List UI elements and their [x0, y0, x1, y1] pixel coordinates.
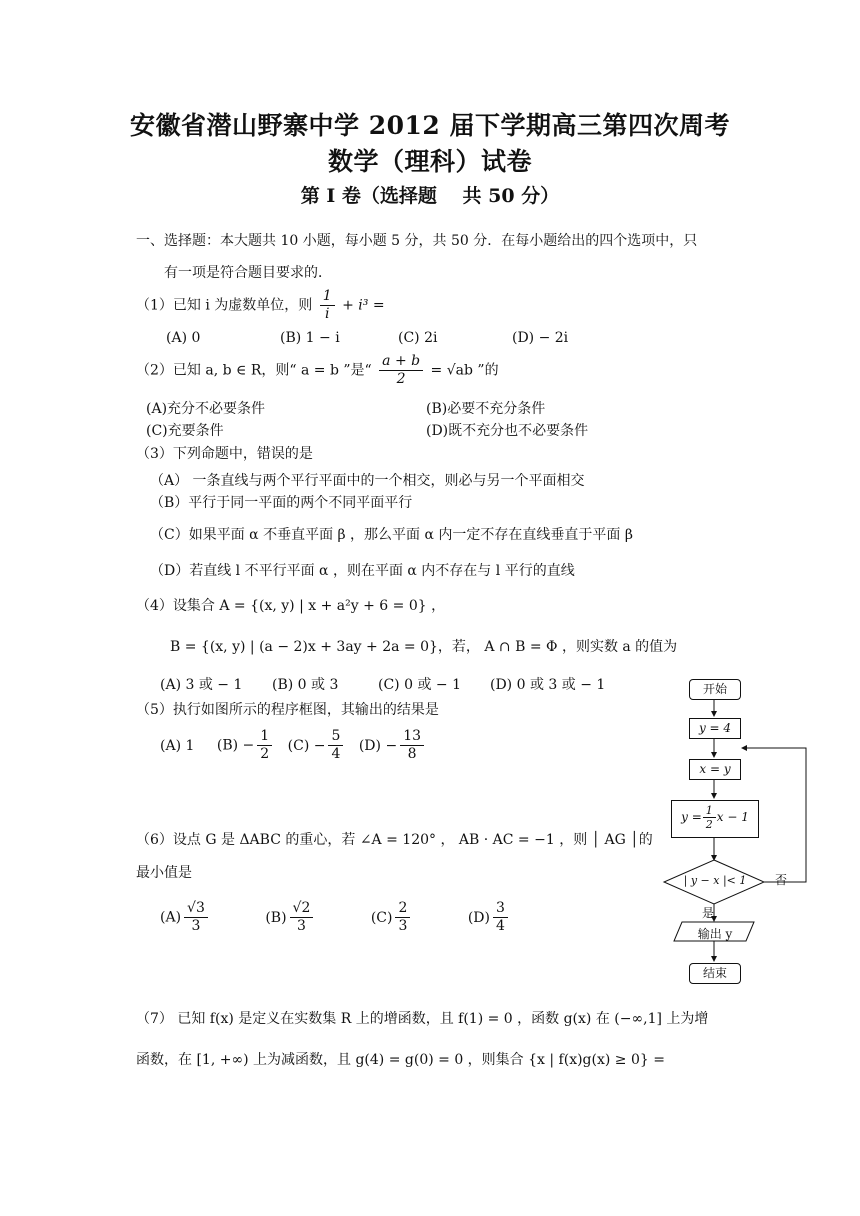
- q5-d-den: 8: [407, 746, 417, 762]
- q5-options: [160, 728, 427, 763]
- q1-frac-den: i: [324, 306, 330, 322]
- q2-stem-b: = √ab ”的: [430, 362, 499, 379]
- q3-option-b: （B）平行于同一平面的两个不同平面平行: [150, 495, 413, 511]
- q1-expr-rest: + i³ =: [342, 297, 385, 314]
- q5-c-den: 4: [331, 746, 341, 762]
- q1-option-b: (B) 1 − i: [280, 330, 340, 346]
- flowchart-condition: | y − x |< 1: [683, 874, 747, 887]
- q1-stem: [136, 288, 385, 323]
- q6-a-den: 3: [191, 918, 201, 934]
- q5-stem: （5）执行如图所示的程序框图，其输出的结果是: [136, 702, 439, 718]
- q6-b-num: √2: [290, 900, 314, 918]
- q5-option-c-fraction: [328, 728, 343, 763]
- q6-b-den: 3: [297, 918, 306, 934]
- q2-option-b: (B)必要不充分条件: [426, 401, 546, 417]
- flowchart-update-fraction: [703, 804, 716, 831]
- q5-option-a: (A) 1: [160, 737, 195, 754]
- q6-option-b-fraction: [290, 900, 314, 935]
- q6-option-b-label: (B): [265, 909, 287, 926]
- q4-stem-b: B = {(x, y) | (a − 2)x + 3ay + 2a = 0}，若， A ∩ B = Φ ，则实数 a 的值为: [170, 639, 678, 655]
- flowchart-end: 结束: [689, 963, 741, 984]
- q2-stem-a: （2）已知 a, b ∈ R，则“ a = b ”是“: [136, 362, 372, 379]
- q5-b-num: 1: [257, 728, 272, 746]
- q4-option-b: (B) 0 或 3: [272, 677, 339, 693]
- instruction-line-2: 有一项是符合题目要求的．: [164, 265, 332, 281]
- section-heading: 第 I 卷（选择题 共 50 分）: [300, 185, 560, 207]
- q2-option-a: (A)充分不必要条件: [146, 401, 266, 417]
- q2-option-d: (D)既不充分也不必要条件: [426, 423, 589, 439]
- q4-option-a: (A) 3 或 − 1: [160, 677, 243, 693]
- q6-options: [160, 900, 511, 935]
- q2-option-c: (C)充要条件: [146, 423, 224, 439]
- q1-stem-text: （1）已知 i 为虚数单位，则: [136, 297, 313, 314]
- q6-c-num: 2: [395, 900, 410, 918]
- q5-option-d-fraction: [400, 728, 424, 763]
- q1-option-d: (D) − 2i: [512, 330, 569, 346]
- q3-stem: （3）下列命题中，错误的是: [136, 446, 313, 462]
- flowchart-yes-label: 是: [702, 906, 715, 920]
- q6-option-c-label: (C): [370, 909, 393, 926]
- q5-option-b-label: (B) −: [216, 737, 255, 754]
- q1-fraction: [320, 288, 335, 323]
- flowchart-update-left: y =: [681, 810, 702, 824]
- flowchart-init: y = 4: [689, 718, 741, 739]
- q5-b-den: 2: [260, 746, 270, 762]
- q2-frac-den: 2: [396, 371, 406, 387]
- q6-c-den: 3: [398, 918, 408, 934]
- title-line-1: 安徽省潜山野寨中学 2012 届下学期高三第四次周考: [130, 111, 730, 140]
- flowchart-output: 输出 y: [697, 927, 733, 941]
- q6-option-a-label: (A): [160, 909, 182, 926]
- q2-stem: [136, 353, 499, 388]
- q2-fraction: [379, 353, 423, 388]
- q6-d-den: 4: [496, 918, 505, 934]
- q6-option-a-fraction: [184, 900, 208, 935]
- q3-option-d: （D）若直线 l 不平行平面 α ，则在平面 α 内不存在与 l 平行的直线: [150, 563, 575, 579]
- q6-stem-a: （6）设点 G 是 ΔABC 的重心，若 ∠A = 120° ， AB · AC = −1 ，则 │ AG │的: [136, 832, 653, 848]
- q1-option-c: (C) 2i: [398, 330, 438, 346]
- q6-d-num: 3: [493, 900, 508, 918]
- q5-option-d-label: (D) −: [358, 737, 398, 754]
- q7-stem-b: 函数，在 [1, +∞) 上为减函数，且 g(4) = g(0) = 0 ，则集合 {x | f(x)g(x) ≥ 0} =: [136, 1052, 665, 1068]
- flowchart: [650, 670, 820, 990]
- q5-option-c-label: (C) −: [287, 737, 326, 754]
- q6-a-num: √3: [184, 900, 208, 918]
- q4-option-d: (D) 0 或 3 或 − 1: [490, 677, 606, 693]
- q5-c-num: 5: [328, 728, 343, 746]
- flowchart-no-label: 否: [775, 873, 788, 887]
- flowchart-update-right: x − 1: [716, 810, 749, 824]
- q6-option-c-fraction: [395, 900, 410, 935]
- q6-option-d-label: (D): [467, 909, 490, 926]
- q3-option-a: （A） 一条直线与两个平行平面中的一个相交，则必与另一个平面相交: [150, 473, 585, 489]
- flowchart-start: 开始: [689, 679, 741, 700]
- flowchart-update: [671, 800, 759, 838]
- flowchart-assign: x = y: [689, 759, 741, 780]
- q4-option-c: (C) 0 或 − 1: [378, 677, 461, 693]
- flowchart-update-den: 2: [705, 818, 713, 831]
- q5-d-num: 13: [400, 728, 424, 746]
- q6-option-d-fraction: [493, 900, 508, 935]
- q1-frac-num: 1: [320, 288, 335, 306]
- q1-option-a: (A) 0: [166, 330, 201, 346]
- q4-stem-a: （4）设集合 A = {(x, y) | x + a²y + 6 = 0} ，: [136, 598, 446, 614]
- q2-frac-num: a + b: [379, 353, 423, 371]
- q5-option-b-fraction: [257, 728, 272, 763]
- q3-option-c: （C）如果平面 α 不垂直平面 β ，那么平面 α 内一定不存在直线垂直于平面 β: [150, 527, 633, 543]
- title-line-2: 数学（理科）试卷: [327, 147, 532, 176]
- flowchart-update-num: 1: [703, 804, 716, 818]
- instruction-line-1: 一、选择题：本大题共 10 小题，每小题 5 分，共 50 分．在每小题给出的四个选项中，只: [136, 233, 698, 249]
- q6-stem-b: 最小值是: [136, 865, 192, 881]
- q7-stem-a: （7） 已知 f(x) 是定义在实数集 R 上的增函数，且 f(1) = 0 ，函数 g(x) 在 (−∞,1] 上为增: [136, 1011, 709, 1027]
